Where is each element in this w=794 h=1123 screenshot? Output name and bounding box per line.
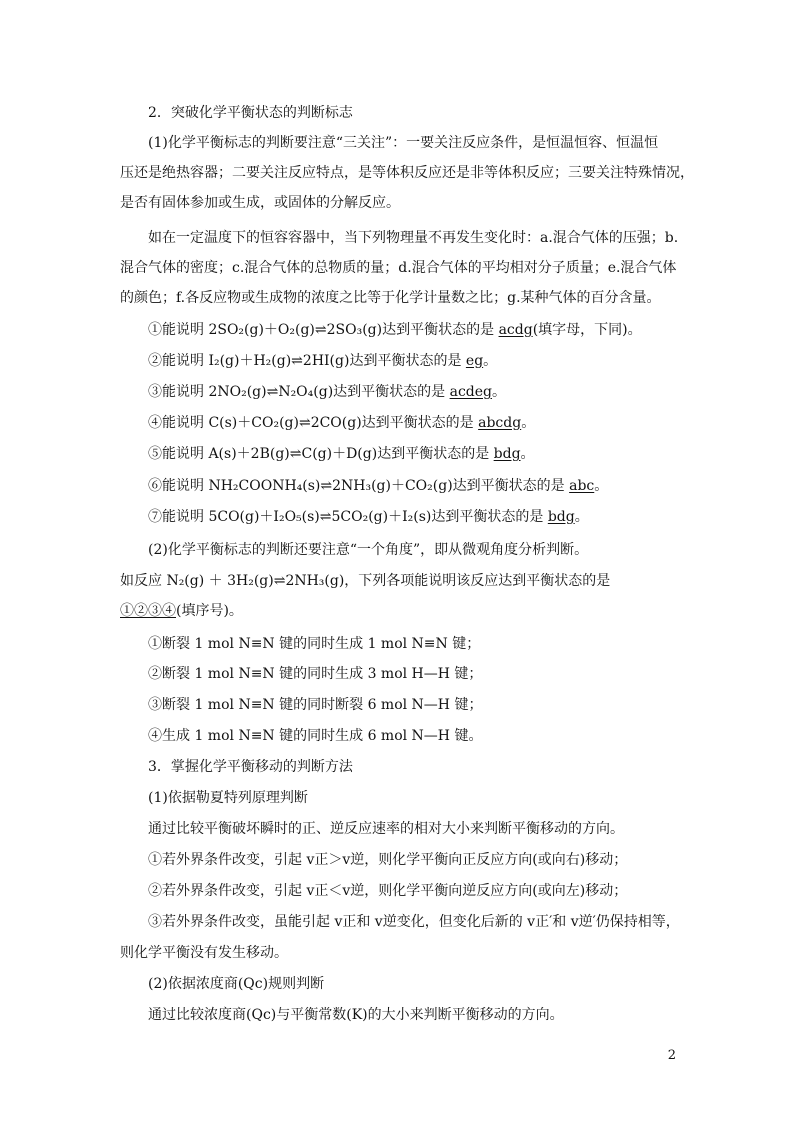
answer: acdeg xyxy=(449,384,493,400)
subheading: (2)依据浓度商(Qc)规则判断 xyxy=(148,976,325,992)
answer: eg xyxy=(465,353,484,369)
answer: ①②③④ xyxy=(120,603,176,619)
question-2: ②能说明 I₂(g)＋H₂(g)⇌2HI(g)达到平衡状态的是 eg。 xyxy=(148,353,498,369)
paragraph-line: 是否有固体参加或生成，或固体的分解反应。 xyxy=(120,195,400,211)
paragraph-line: (2)化学平衡标志的判断还要注意“一个角度”，即从微观角度分析判断。 xyxy=(148,542,589,558)
page-number: 2 xyxy=(667,1048,676,1063)
list-item: ④生成 1 mol N≡N 键的同时生成 6 mol N—H 键。 xyxy=(148,728,483,744)
paragraph-line: 则化学平衡没有发生移动。 xyxy=(120,945,288,961)
paragraph-line: 混合气体的密度；c.混合气体的总物质的量；d.混合气体的平均相对分子质量；e.混合气体 xyxy=(120,260,677,276)
answer: acdg xyxy=(498,322,533,338)
answer: bdg xyxy=(493,446,521,462)
paragraph-line: 通过比较浓度商(Qc)与平衡常数(K)的大小来判断平衡移动的方向。 xyxy=(148,1007,564,1023)
question-4: ④能说明 C(s)＋CO₂(g)⇌2CO(g)达到平衡状态的是 abcdg。 xyxy=(148,415,536,431)
paragraph-line: 压还是绝热容器；二要关注反应特点，是等体积反应还是非等体积反应；三要关注特殊情况， xyxy=(120,165,694,181)
section-heading-3: 3．掌握化学平衡移动的判断方法 xyxy=(148,759,353,775)
list-item: ③断裂 1 mol N≡N 键的同时断裂 6 mol N—H 键； xyxy=(148,697,483,713)
section-heading-2: 2．突破化学平衡状态的判断标志 xyxy=(148,105,353,121)
answer: abc xyxy=(569,478,595,494)
paragraph-line: 如在一定温度下的恒容容器中，当下列物理量不再发生变化时：a.混合气体的压强；b. xyxy=(148,230,679,246)
rule-item: ①若外界条件改变，引起 v正＞v逆，则化学平衡向正反应方向(或向右)移动； xyxy=(148,852,628,868)
question-7: ⑦能说明 5CO(g)＋I₂O₅(s)⇌5CO₂(g)＋I₂(s)达到平衡状态的是 bdg。 xyxy=(148,509,589,525)
rule-item: ③若外界条件改变，虽能引起 v正和 v逆变化，但变化后新的 v正′和 v逆′仍保持相等， xyxy=(148,914,680,930)
question-3: ③能说明 2NO₂(g)⇌N₂O₄(g)达到平衡状态的是 acdeg。 xyxy=(148,384,507,400)
paragraph-line: 的颜色；f.各反应物或生成物的浓度之比等于化学计量数之比；g.某种气体的百分含量。 xyxy=(120,290,661,306)
subheading: (1)依据勒夏特列原理判断 xyxy=(148,790,308,806)
answer: abcdg xyxy=(478,415,522,431)
question-5: ⑤能说明 A(s)＋2B(g)⇌C(g)＋D(g)达到平衡状态的是 bdg。 xyxy=(148,446,535,462)
paragraph-line: (1)化学平衡标志的判断要注意“三关注”：一要关注反应条件，是恒温恒容、恒温恒 xyxy=(148,135,659,151)
question-6: ⑥能说明 NH₂COONH₄(s)⇌2NH₃(g)＋CO₂(g)达到平衡状态的是 abc。 xyxy=(148,478,609,494)
list-item: ①断裂 1 mol N≡N 键的同时生成 1 mol N≡N 键； xyxy=(148,636,481,652)
list-item: ②断裂 1 mol N≡N 键的同时生成 3 mol H—H 键； xyxy=(148,666,483,682)
question-1: ①能说明 2SO₂(g)＋O₂(g)⇌2SO₃(g)达到平衡状态的是 acdg(填字母，下同)。 xyxy=(148,322,642,338)
rule-item: ②若外界条件改变，引起 v正＜v逆，则化学平衡向逆反应方向(或向左)移动； xyxy=(148,883,628,899)
answer: bdg xyxy=(547,509,575,525)
paragraph-line: 如反应 N₂(g) ＋ 3H₂(g)⇌2NH₃(g)，下列各项能说明该反应达到平衡状态的是 xyxy=(120,573,611,589)
paragraph-line: ①②③④(填序号)。 xyxy=(120,603,243,619)
paragraph-line: 通过比较平衡破坏瞬时的正、逆反应速率的相对大小来判断平衡移动的方向。 xyxy=(148,821,624,837)
